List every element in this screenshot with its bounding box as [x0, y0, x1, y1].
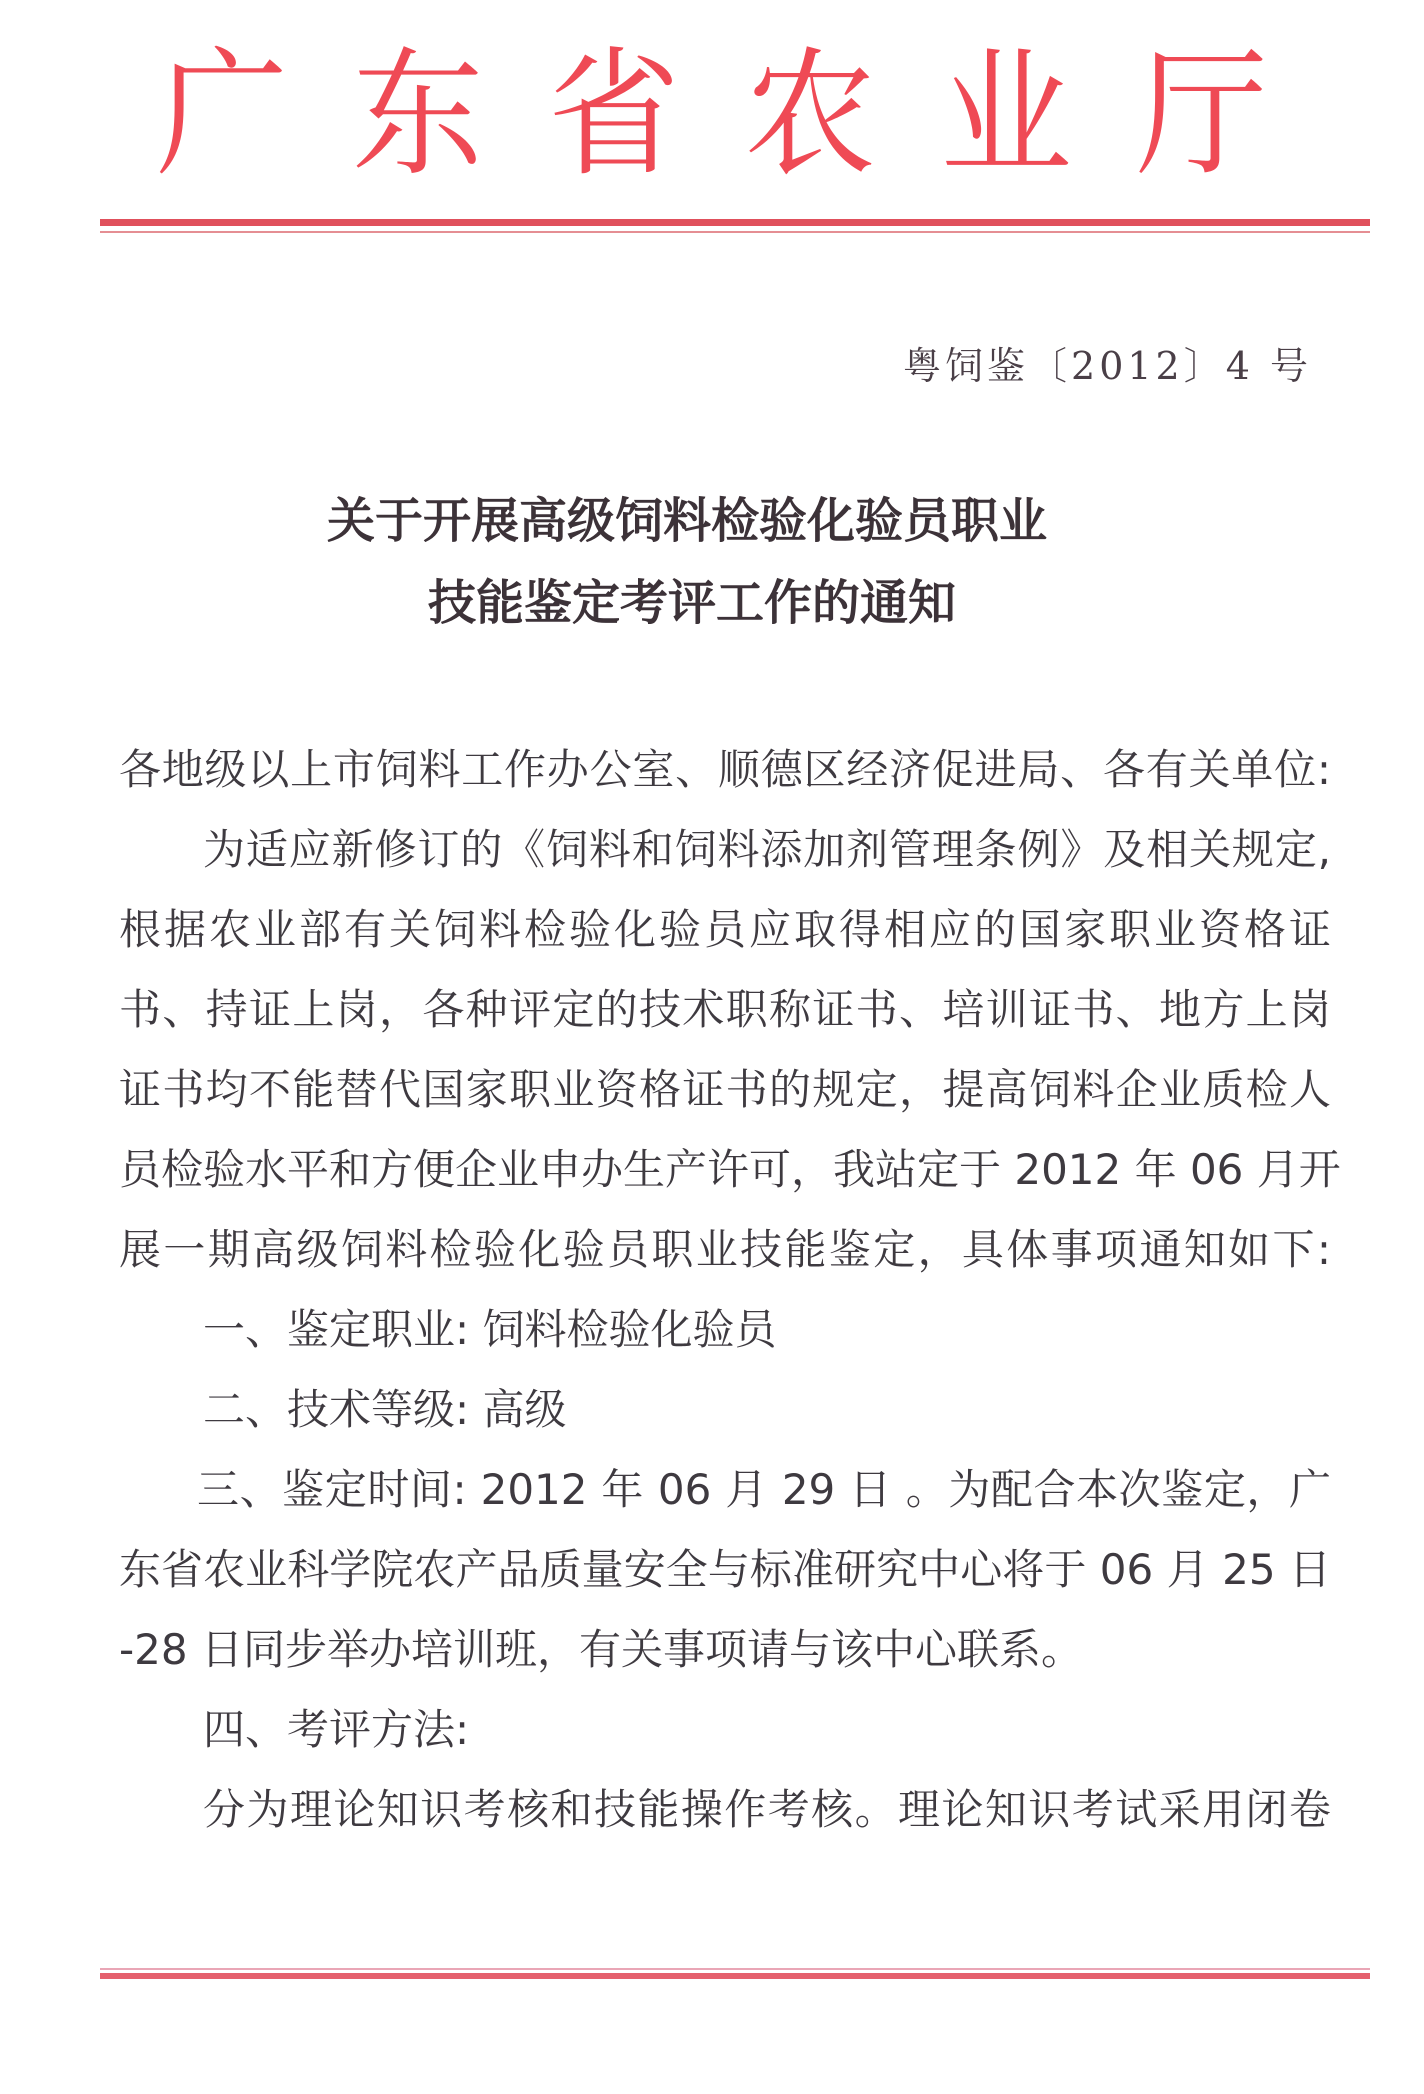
letterhead	[0, 34, 1424, 196]
salutation: 各地级以上市饲料工作办公室、顺德区经济促进局、各有关单位:	[119, 745, 1331, 794]
divider-thin-line	[100, 1968, 1370, 1970]
item-method-text: 分为理论知识考核和技能操作考核。理论知识考试采用闭卷	[203, 1785, 1331, 1834]
document-body	[119, 730, 1341, 1850]
item-value: 高级	[482, 1385, 567, 1434]
document-title	[0, 480, 1424, 644]
document-title-line-1: 关于开展高级饲料检验化验员职业	[326, 493, 1047, 549]
item-label: 二、技术等级:	[203, 1385, 470, 1434]
item-label: 一、鉴定职业:	[203, 1305, 470, 1354]
letterhead-title: 广东省农业厅	[156, 34, 1332, 196]
divider-thick-line	[100, 1973, 1370, 1979]
document-number: 粤饲鉴〔2012〕4 号	[903, 344, 1312, 388]
item-time-line: 东省农业科学院农产品质量安全与标准研究中心将于 06 月 25 日	[119, 1545, 1331, 1594]
intro-line: 为适应新修订的《饲料和饲料添加剂管理条例》及相关规定,	[203, 825, 1331, 874]
divider-thin-line	[100, 231, 1370, 233]
intro-line: 根据农业部有关饲料检验化验员应取得相应的国家职业资格证	[119, 905, 1331, 954]
divider-thick-line	[100, 219, 1370, 226]
letterhead-divider	[100, 219, 1370, 233]
document-title-line-2: 技能鉴定考评工作的通知	[427, 575, 956, 631]
item-value: 饲料检验化验员	[482, 1305, 777, 1354]
intro-line: 书、持证上岗，各种评定的技术职称证书、培训证书、地方上岗	[119, 985, 1331, 1034]
intro-line: 员检验水平和方便企业申办生产许可，我站定于 2012 年 06 月开	[119, 1145, 1341, 1194]
item-level	[119, 1370, 1331, 1450]
intro-line: 展一期高级饲料检验化验员职业技能鉴定，具体事项通知如下:	[119, 1225, 1331, 1274]
item-occupation	[119, 1290, 1331, 1370]
item-method-heading: 四、考评方法:	[203, 1705, 470, 1754]
item-time-line: 三、鉴定时间: 2012 年 06 月 29 日 。为配合本次鉴定，广	[197, 1465, 1331, 1514]
intro-line: 证书均不能替代国家职业资格证书的规定，提高饲料企业质检人	[119, 1065, 1331, 1114]
item-time-line: -28 日同步举办培训班，有关事项请与该中心联系。	[119, 1625, 1083, 1674]
footer-divider	[100, 1968, 1370, 1979]
